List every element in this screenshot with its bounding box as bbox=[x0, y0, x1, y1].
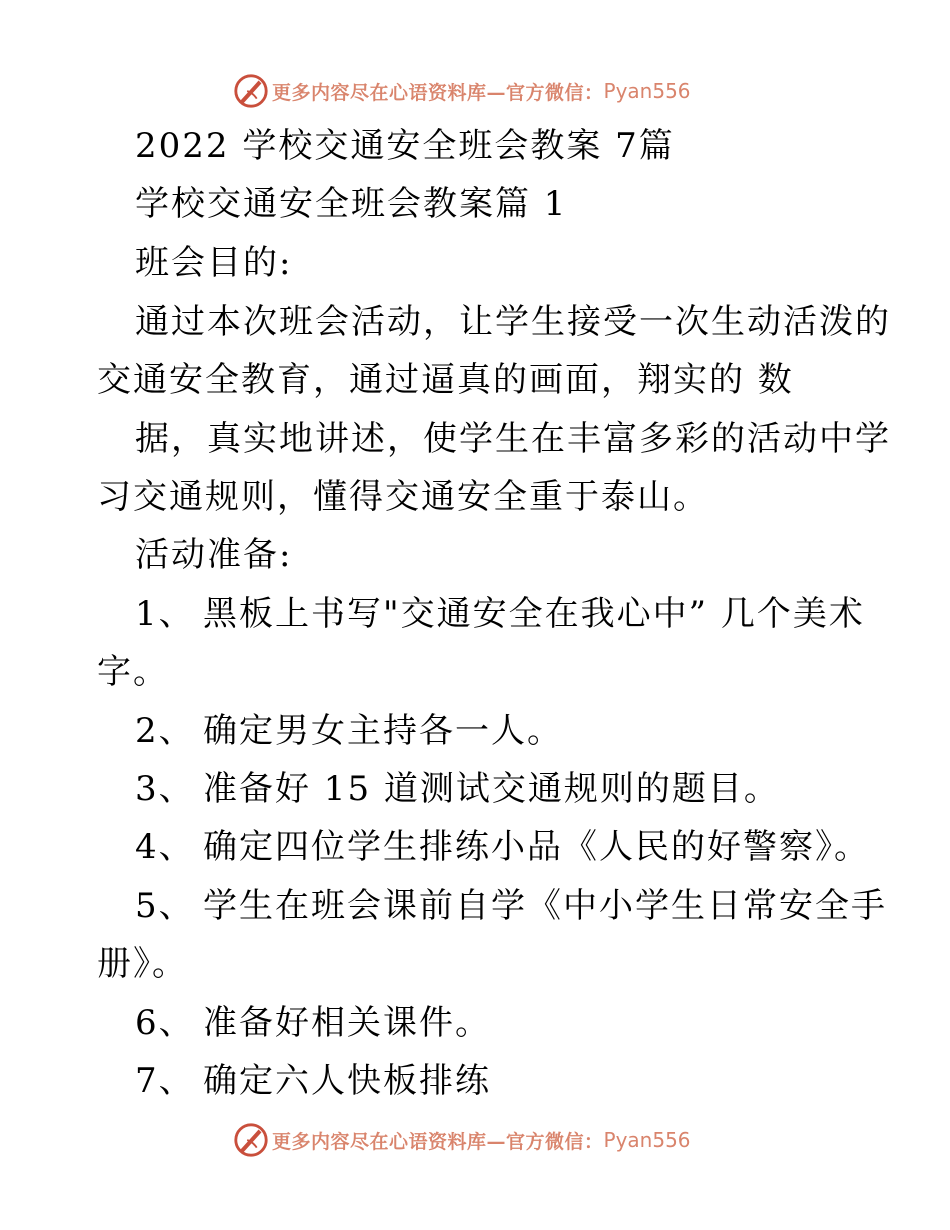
prep-item-5-continued: 册》。 bbox=[97, 944, 188, 984]
prep-item-2: 2、 确定男女主持各一人。 bbox=[135, 711, 563, 751]
quill-seal-icon bbox=[232, 1121, 270, 1159]
prep-item-3: 3、 准备好 15 道测试交通规则的题目。 bbox=[135, 769, 780, 809]
purpose-paragraph-line: 交通安全教育，通过逼真的画面，翔实的 数 bbox=[97, 360, 794, 400]
watermark-text: 更多内容尽在心语资料库—官方微信： bbox=[272, 1130, 604, 1153]
prep-item-1-continued: 字。 bbox=[97, 652, 169, 692]
prep-item-5: 5、 学生在班会课前自学《中小学生日常安全手 bbox=[135, 886, 887, 926]
prep-item-4: 4、 确定四位学生排练小品《人民的好警察》。 bbox=[135, 827, 870, 867]
purpose-paragraph-line: 习交通规则，懂得交通安全重于泰山。 bbox=[97, 477, 709, 517]
purpose-paragraph-line: 据，真实地讲述，使学生在丰富多彩的活动中学 bbox=[135, 419, 891, 459]
document-subtitle: 学校交通安全班会教案篇 1 bbox=[135, 184, 568, 224]
watermark-footer bbox=[232, 1120, 691, 1160]
prep-item-7: 7、 确定六人快板排练 bbox=[135, 1061, 491, 1101]
purpose-paragraph-line: 通过本次班会活动，让学生接受一次生动活泼的 bbox=[135, 302, 891, 342]
document-title: 2022 学校交通安全班会教案 7篇 bbox=[135, 126, 675, 166]
watermark-id: Pyan556 bbox=[603, 79, 691, 103]
watermark-text: 更多内容尽在心语资料库—官方微信： bbox=[272, 81, 604, 104]
prep-item-6: 6、 准备好相关课件。 bbox=[135, 1003, 491, 1043]
watermark-id: Pyan556 bbox=[603, 1128, 691, 1152]
prep-item-1: 1、 黑板上书写"交通安全在我心中” 几个美术 bbox=[135, 594, 865, 634]
prep-heading: 活动准备: bbox=[135, 535, 293, 575]
purpose-heading: 班会目的: bbox=[135, 243, 293, 283]
